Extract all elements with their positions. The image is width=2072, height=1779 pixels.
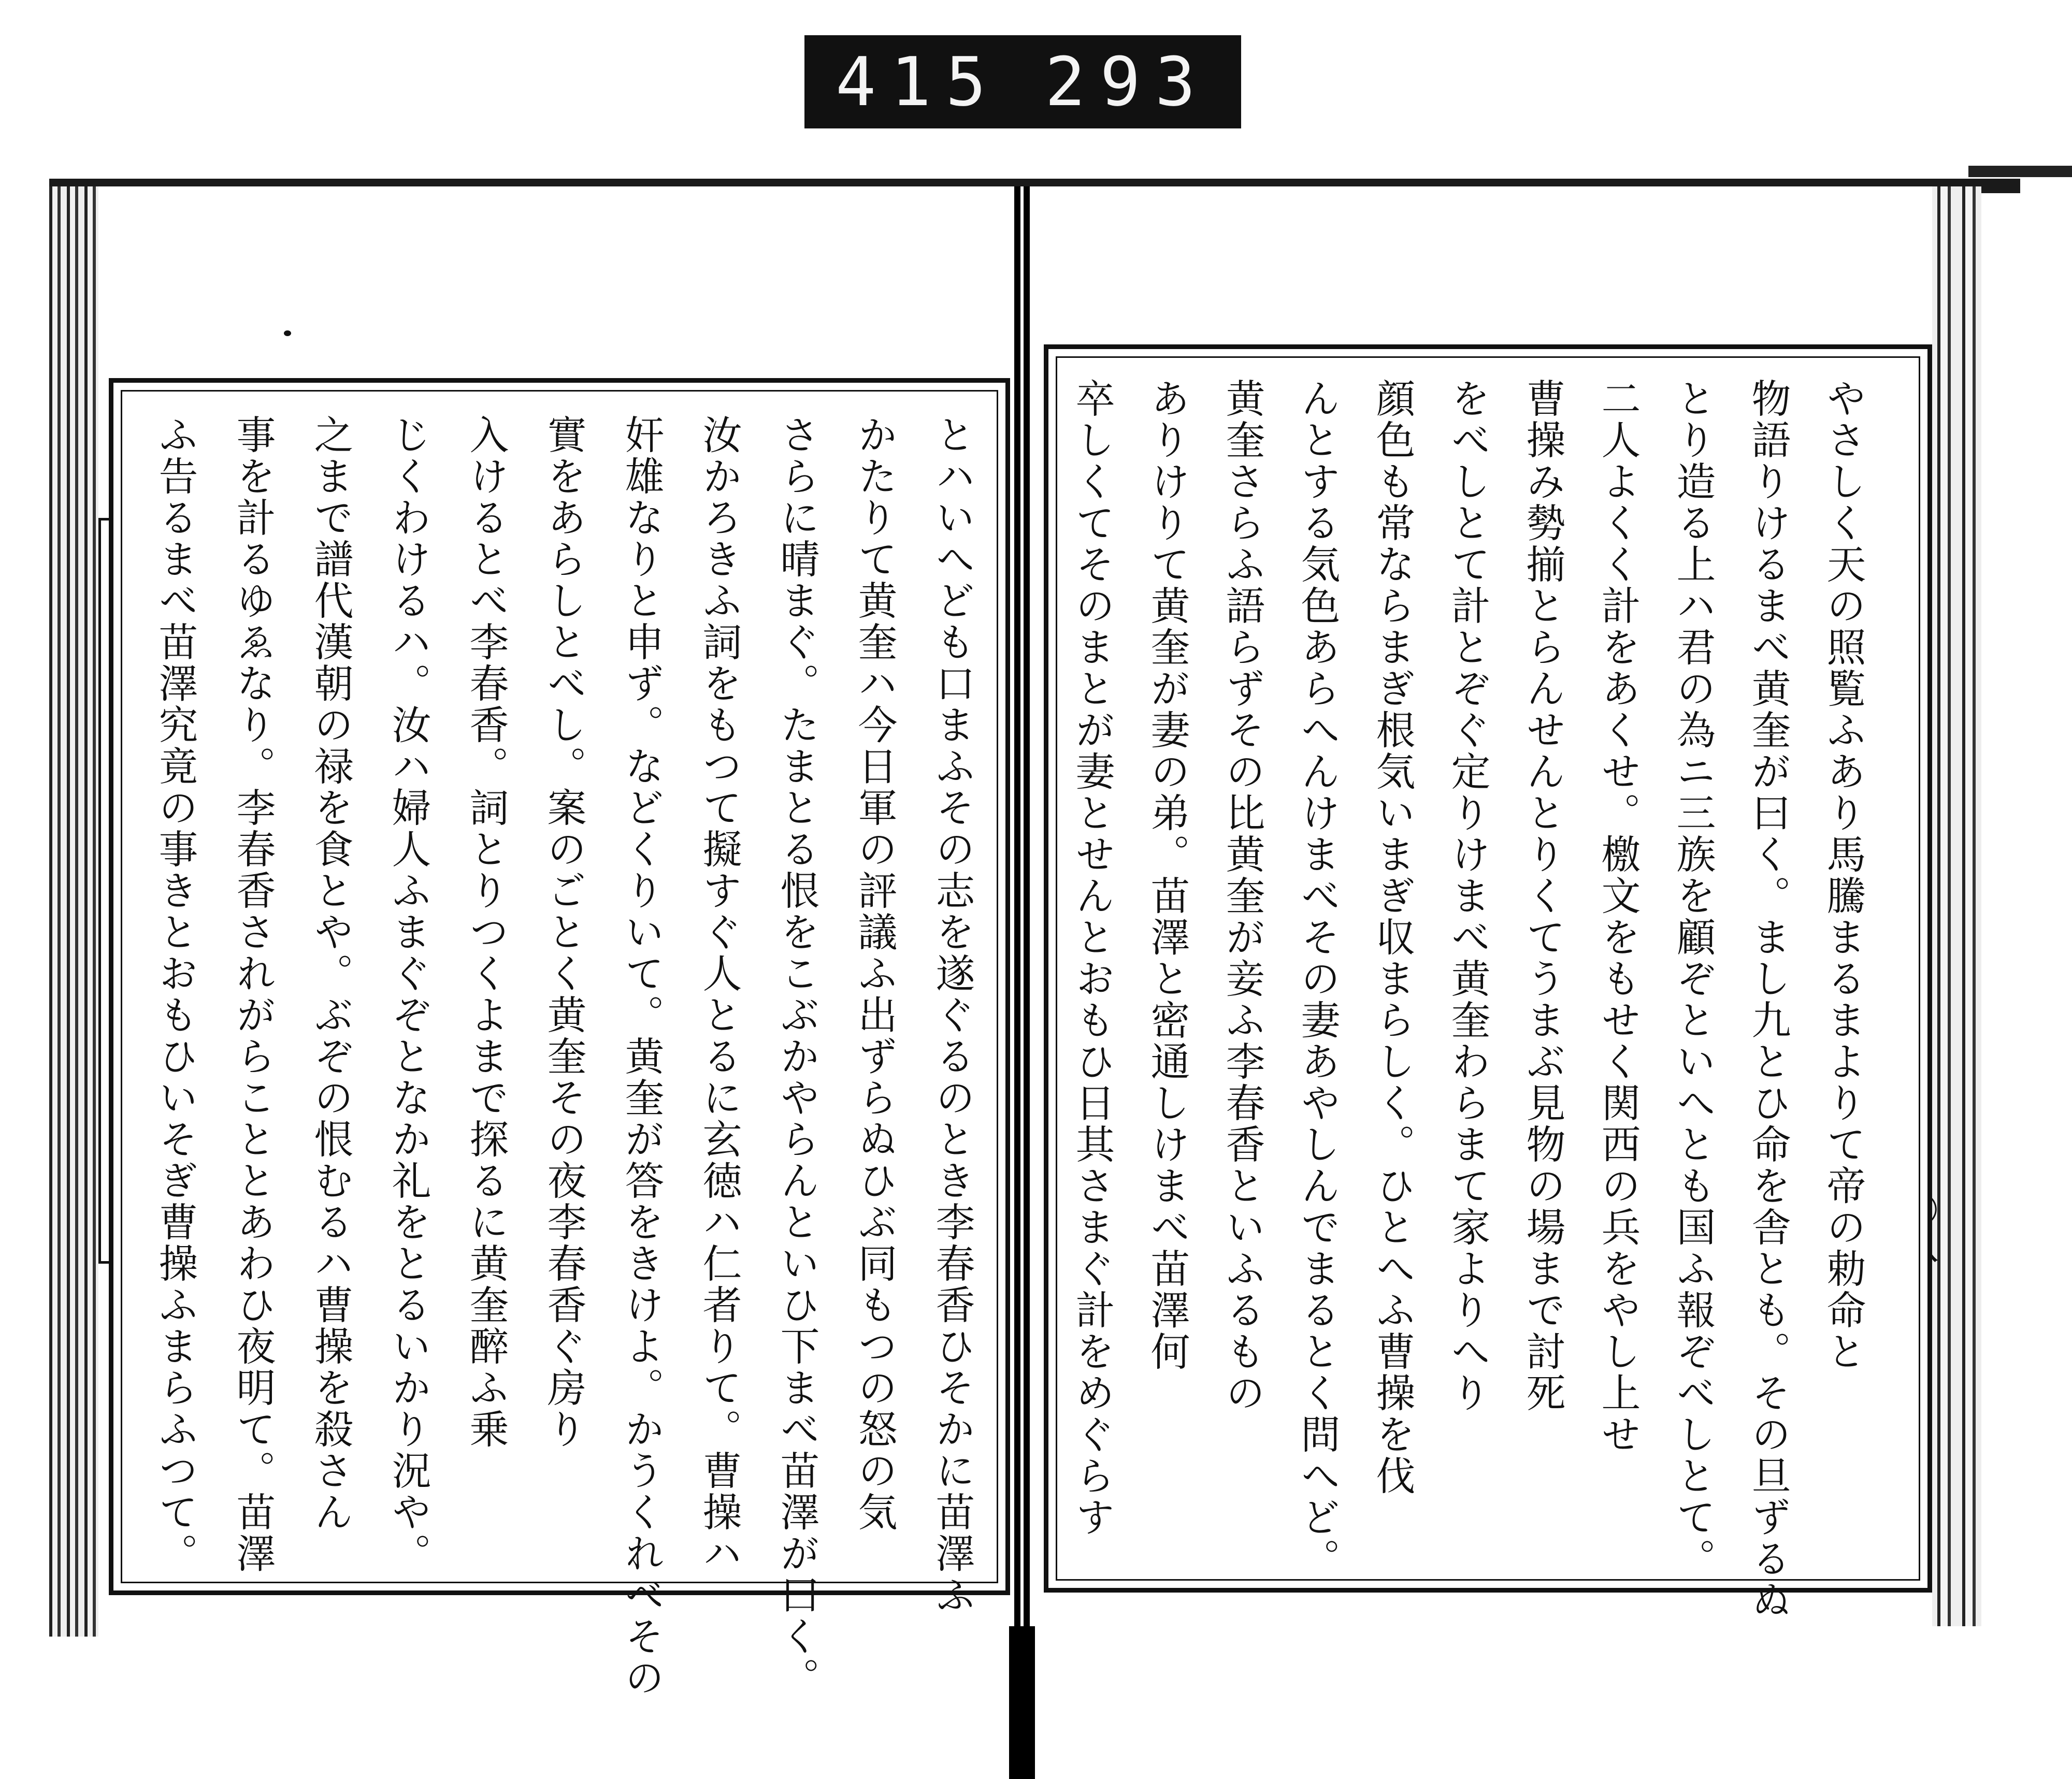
- right-text-column: 顔色も常ならまぎ根気いまぎ収まらしく。ひとへふ曹操を伐: [1370, 378, 1416, 1497]
- left-text-column: 汝かろきふ詞をもつて擬すぐ人とるに玄徳ハ仁者りて。曹操ハ: [696, 414, 742, 1574]
- right-page-edges: [1932, 186, 1981, 1626]
- left-text-column: 入けるとべ李春香。詞とりつくよまで探るに黄奎醉ふ乗: [463, 414, 509, 1450]
- call-number-label: [804, 35, 1241, 128]
- left-text-column: 事を計るゆゑなり。李春香されがらこととあわひ夜明て。苗澤: [230, 414, 276, 1574]
- right-text-column: やさしく天の照覧ふあり馬騰まるまよりて帝の勅命と: [1820, 378, 1866, 1372]
- left-page-edges: [49, 186, 98, 1637]
- right-text-column: んとする気色あらへんけまべその妻あやしんでまるとく問へど。: [1294, 378, 1341, 1580]
- left-text-column: かたりて黄奎ハ今日軍の評議ふ出ずらぬひぶ同もつの怒の気: [852, 414, 898, 1533]
- right-text-column: 二人よくく計をあくせ。檄文をもせく関西の兵をやし上せ: [1595, 378, 1641, 1455]
- right-text-column: 黄奎さらふ語らずその比黄奎が妾ふ李春香といふるもの: [1219, 378, 1265, 1414]
- left-text-column: 之まで譜代漢朝の禄を食とや。ぶぞの恨むるハ曹操を殺さん: [308, 414, 354, 1533]
- call-number-left: 415: [836, 42, 1001, 121]
- right-text-column: をべしとて計とぞぐ定りけまべ黄奎わらまて家よりへり: [1445, 378, 1491, 1414]
- call-number-right: 293: [1045, 42, 1210, 121]
- left-text-column: 奸雄なりと申ず。などくりいて。黄奎が答をきけよ。かうくれべその: [618, 414, 665, 1699]
- left-text-column: ふ告るまべ苗澤究竟の事きとおもひいそぎ曹操ふまらふつて。: [152, 414, 198, 1574]
- left-text-column: じくわけるハ。汝ハ婦人ふまぐぞとなか礼をとるいかり況や。: [385, 414, 431, 1574]
- book-gutter: [1014, 186, 1030, 1779]
- right-text-column: 曹操み勢揃とらんせんとりくてうまぶ見物の場まで討死: [1520, 378, 1566, 1414]
- right-text-column: 物語りけるまべ黄奎が曰く。まし九とひ命を舎とも。その旦ずるぬ: [1745, 378, 1791, 1621]
- left-text-column: 實をあらしとべし。案のごとく黄奎その夜李春香ぐ房り: [541, 414, 587, 1450]
- right-text-column: ありけりて黄奎が妻の弟。苗澤と密通しけまべ苗澤何: [1144, 378, 1190, 1372]
- left-text-column: さらに晴まぐ。たまとる恨をこぶかやらんといひ下まべ苗澤が曰く。: [774, 414, 820, 1699]
- book-top-edge-right: [1968, 166, 2072, 177]
- ink-speck: [284, 330, 291, 336]
- right-text-column: とり造る上ハ君の為ニ三族を顧ぞといへとも国ふ報ぞべしとて。: [1670, 378, 1716, 1580]
- left-text-column: とハいへども口まふその志を遂ぐるのとき李春香ひそかに苗澤ふ: [929, 414, 975, 1616]
- right-text-column: 卒しくてそのまとが妻とせんとおもひ日其さまぐ計をめぐらす: [1069, 378, 1115, 1538]
- book-spine-bottom: [1009, 1626, 1035, 1779]
